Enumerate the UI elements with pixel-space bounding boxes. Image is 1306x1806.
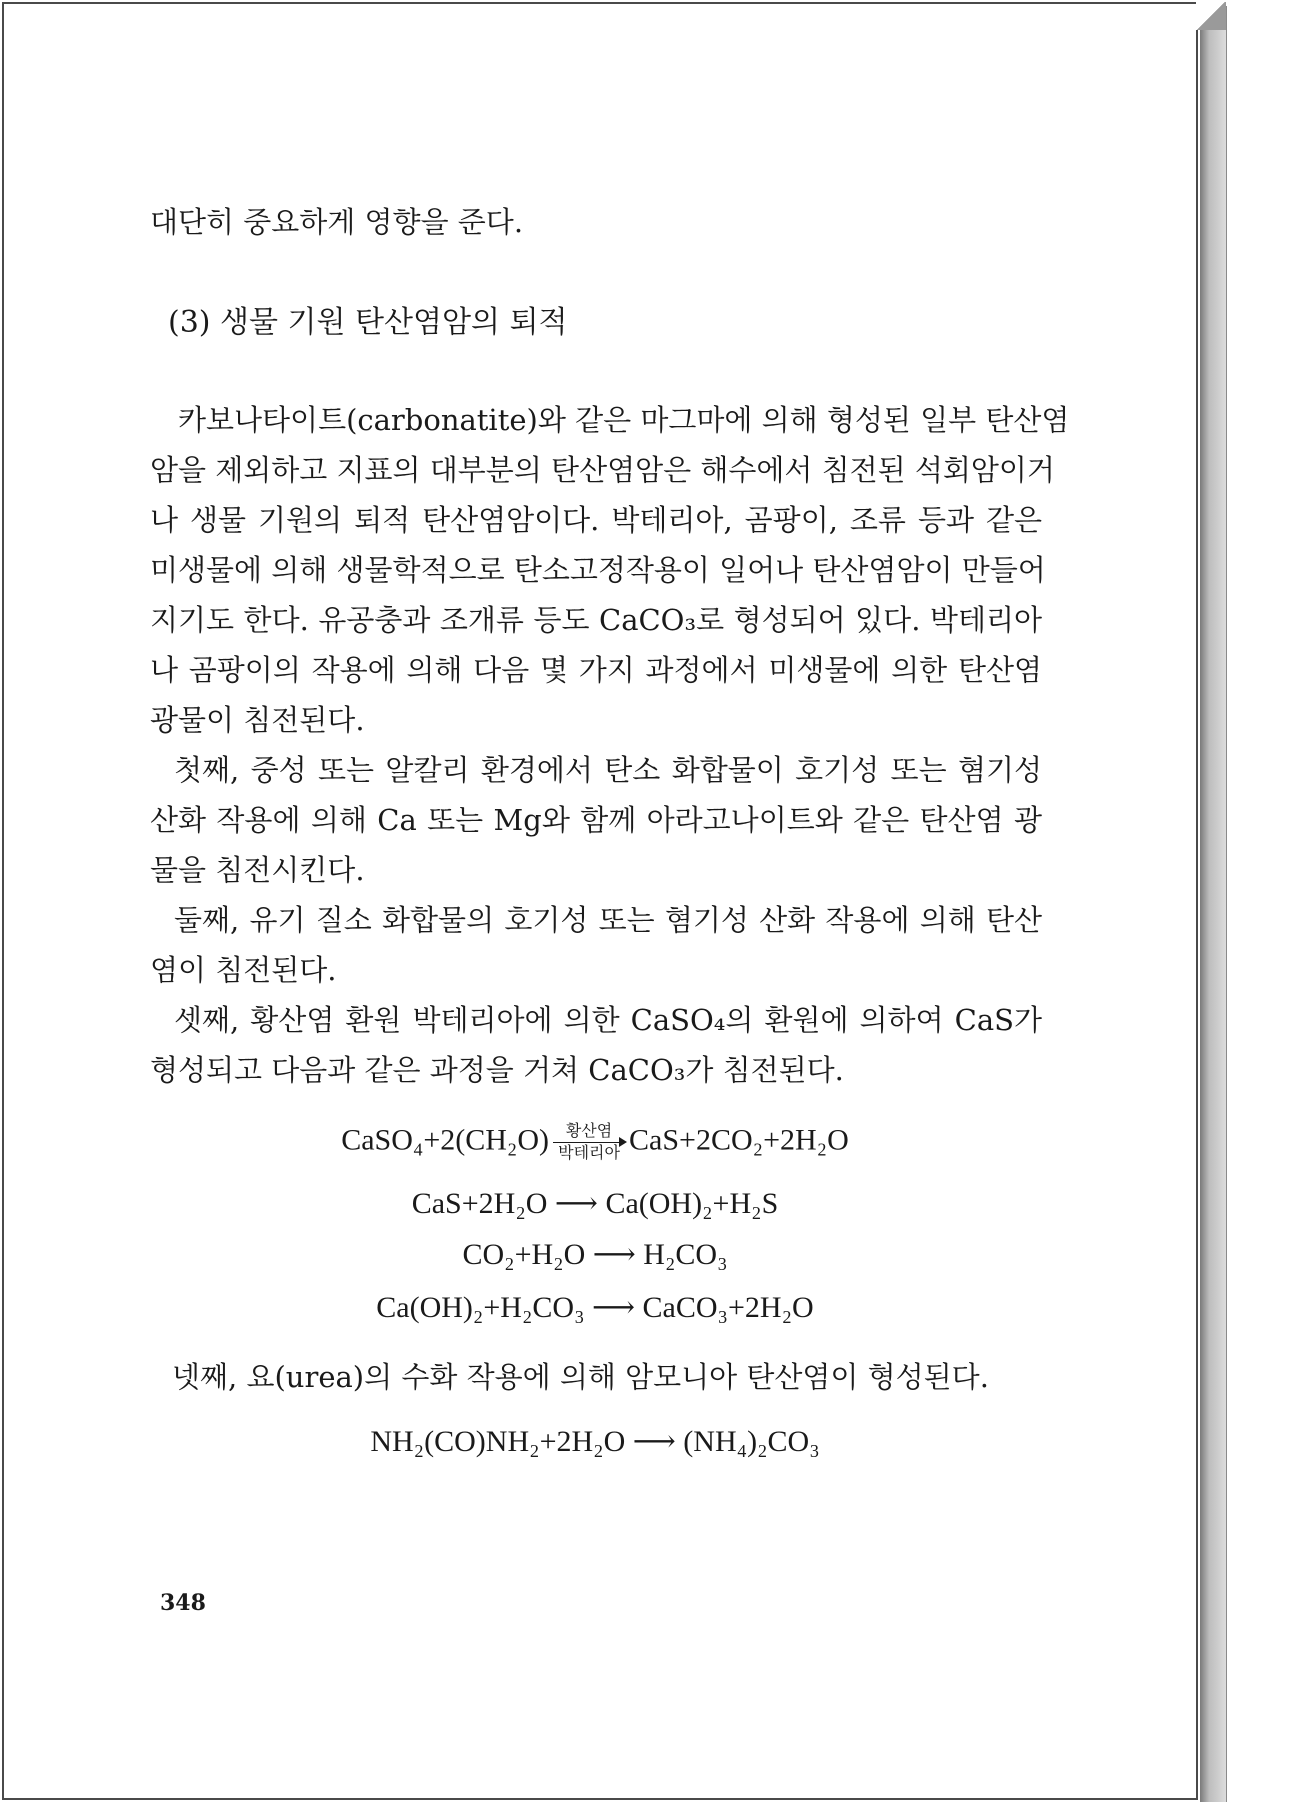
text-line: 셋째, 황산염 환원 박테리아에 의한 CaSO₄의 환원에 의하여 CaS가	[174, 1003, 1042, 1037]
equation-4: Ca(OH)₂+H₂CO₃ ⟶ CaCO₃+2H₂O	[376, 1291, 814, 1324]
condition-bottom: 박테리아	[558, 1145, 620, 1162]
paragraph-first	[150, 745, 1042, 895]
section-heading: (3) 생물 기원 탄산염암의 퇴적	[168, 305, 568, 340]
paragraph-third	[150, 995, 1042, 1095]
page-corner	[1196, 2, 1226, 30]
text-line: 둘째, 유기 질소 화합물의 호기성 또는 혐기성 산화 작용에 의해 탄산	[174, 903, 1042, 937]
condition-top: 황산염	[565, 1123, 613, 1140]
page-stack-edge	[1200, 6, 1227, 1802]
page-number: 348	[160, 1590, 206, 1616]
text-line: 첫째, 중성 또는 알칼리 환경에서 탄소 화합물이 호기성 또는 혐기성	[174, 753, 1042, 787]
paragraph-second	[150, 895, 1042, 995]
paragraph-fourth: 넷째, 요(urea)의 수화 작용에 의해 암모니아 탄산염이 형성된다.	[172, 1360, 989, 1394]
text-line: 카보나타이트(carbonatite)와 같은 마그마에 의해 형성된 일부 탄산염	[178, 403, 1070, 437]
equation-5: NH₂(CO)NH₂+2H₂O ⟶ (NH₄)₂CO₃	[370, 1425, 820, 1458]
equation-2: CaS+2H₂O ⟶ Ca(OH)₂+H₂S	[411, 1187, 779, 1220]
reaction-condition	[553, 1122, 625, 1163]
equation-1-right: CaS+2CO₂+2H₂O	[629, 1123, 849, 1157]
paragraph-intro	[150, 395, 1070, 745]
equation-1	[0, 1122, 1190, 1163]
text-line: 나 생물 기원의 퇴적 탄산염암이다. 박테리아, 곰팡이, 조류 등과 같은	[150, 503, 1042, 537]
text-line: 물을 침전시킨다.	[150, 853, 365, 887]
text-line: 형성되고 다음과 같은 과정을 거쳐 CaCO₃가 침전된다.	[150, 1053, 844, 1087]
text-line: 광물이 침전된다.	[150, 703, 365, 737]
text-line: 나 곰팡이의 작용에 의해 다음 몇 가지 과정에서 미생물에 의한 탄산염	[150, 653, 1042, 687]
text-line: 암을 제외하고 지표의 대부분의 탄산염암은 해수에서 침전된 석회암이거	[150, 453, 1055, 487]
text-line: 염이 침전된다.	[150, 953, 337, 987]
text-line: 산화 작용에 의해 Ca 또는 Mg와 함께 아라고나이트와 같은 탄산염 광	[150, 803, 1042, 837]
intro-line: 대단히 중요하게 영향을 준다.	[150, 205, 524, 239]
text-line: 미생물에 의해 생물학적으로 탄소고정작용이 일어나 탄산염암이 만들어	[150, 553, 1046, 587]
reaction-arrow-icon	[553, 1142, 625, 1143]
text-line: 지기도 한다. 유공충과 조개류 등도 CaCO₃로 형성되어 있다. 박테리아	[150, 603, 1042, 637]
equation-3: CO₂+H₂O ⟶ H₂CO₃	[462, 1238, 728, 1271]
equation-1-left: CaSO₄+2(CH₂O)	[341, 1123, 550, 1157]
